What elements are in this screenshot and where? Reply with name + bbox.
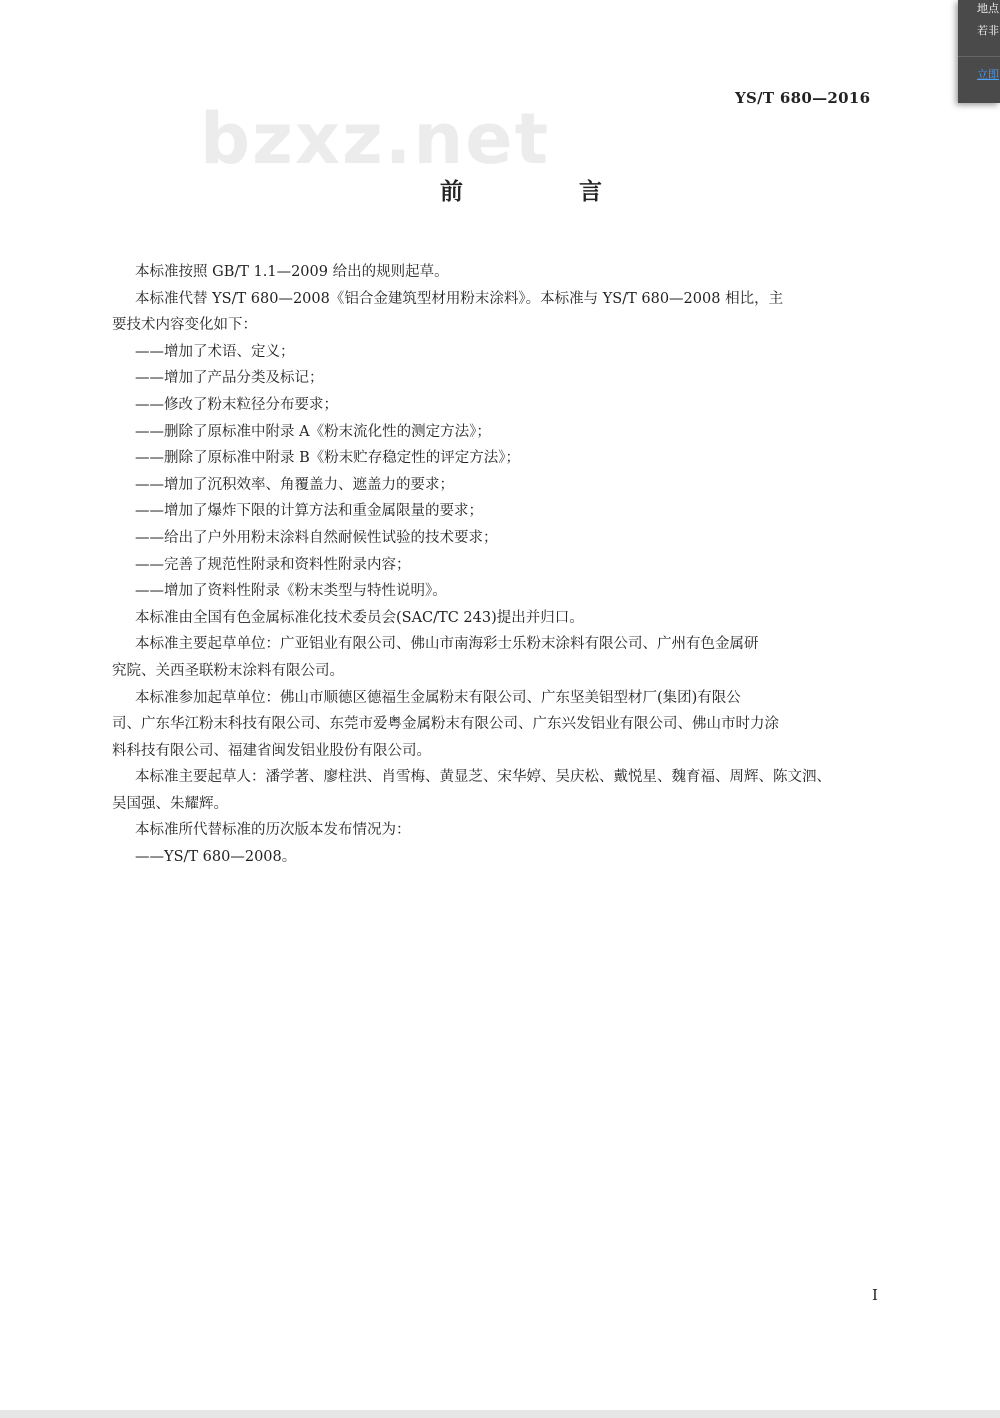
text-line: 司、广东华江粉末科技有限公司、东莞市爱粤金属粉末有限公司、广东兴发铝业有限公司、佛山市时力涂 [112,716,779,733]
text-line: ——修改了粉末粒径分布要求； [135,396,338,413]
notification-popup [958,0,1000,103]
paragraph [112,472,890,499]
paragraph [112,392,890,419]
text-line: 本标准由全国有色金属标准化技术委员会(SAC/TC 243)提出并归口。 [135,609,584,626]
text-line: 究院、关西圣联粉末涂料有限公司。 [112,662,344,679]
paragraph [112,419,890,446]
popup-divider [958,56,1000,57]
text-line: ——增加了爆炸下限的计算方法和重金属限量的要求； [135,503,483,520]
text-line: 本标准主要起草单位：广亚铝业有限公司、佛山市南海彩士乐粉末涂料有限公司、广州有色金属研 [135,636,759,653]
text-line: 本标准参加起草单位：佛山市顺德区德福生金属粉末有限公司、广东坚美铝型材厂(集团)有限公 [135,689,741,706]
text-line: 本标准按照 GB/T 1.1—2009 给出的规则起草。 [135,264,449,280]
paragraph [112,685,890,765]
page-title: 前 言 [440,179,657,205]
popup-text-line2: 若非 [977,24,999,37]
paragraph [112,445,890,472]
bottom-scroll-bar [0,1410,1000,1418]
paragraph [112,631,890,684]
text-line: ——增加了资料性附录《粉末类型与特性说明》。 [135,583,447,600]
paragraph [112,817,890,844]
standard-code: YS/T 680—2016 [735,89,871,107]
paragraph [112,286,890,339]
paragraph [112,365,890,392]
text-line: 料科技有限公司、福建省闽发铝业股份有限公司。 [112,742,431,759]
text-line: ——完善了规范性附录和资料性附录内容； [135,556,411,573]
paragraph [112,605,890,632]
paragraph [112,578,890,605]
text-line: 本标准所代替标准的历次版本发布情况为： [135,822,411,839]
text-line: ——YS/T 680—2008。 [135,849,297,866]
page-number: I [872,1286,878,1304]
popup-text-line1: 地点 [977,2,999,15]
document-body [112,259,890,871]
text-line: 吴国强、朱耀辉。 [112,795,228,812]
paragraph [112,498,890,525]
paragraph [112,259,890,286]
watermark: bzxz.net [200,98,551,180]
text-line: ——增加了术语、定义； [135,343,295,360]
text-line: 本标准代替 YS/T 680—2008《铝合金建筑型材用粉末涂料》。本标准与 YS/T 680—2008 相比，主 [135,290,784,307]
text-line: ——给出了户外用粉末涂料自然耐候性试验的技术要求； [135,529,498,546]
text-line: ——删除了原标准中附录 B《粉末贮存稳定性的评定方法》； [135,450,521,467]
text-line: 本标准主要起草人：潘学著、廖柱洪、肖雪梅、黄显芝、宋华婷、吴庆松、戴悦星、魏育福、周辉、陈文泗、 [135,769,831,786]
popup-link[interactable]: 立即 [977,68,999,81]
text-line: ——增加了产品分类及标记； [135,370,324,387]
paragraph [112,552,890,579]
text-line: ——删除了原标准中附录 A《粉末流化性的测定方法》； [135,423,491,440]
paragraph [112,764,890,817]
paragraph [112,525,890,552]
text-line: ——增加了沉积效率、角覆盖力、遮盖力的要求； [135,476,454,493]
paragraph [112,339,890,366]
text-line: 要技术内容变化如下： [112,317,257,334]
paragraph [112,844,890,871]
